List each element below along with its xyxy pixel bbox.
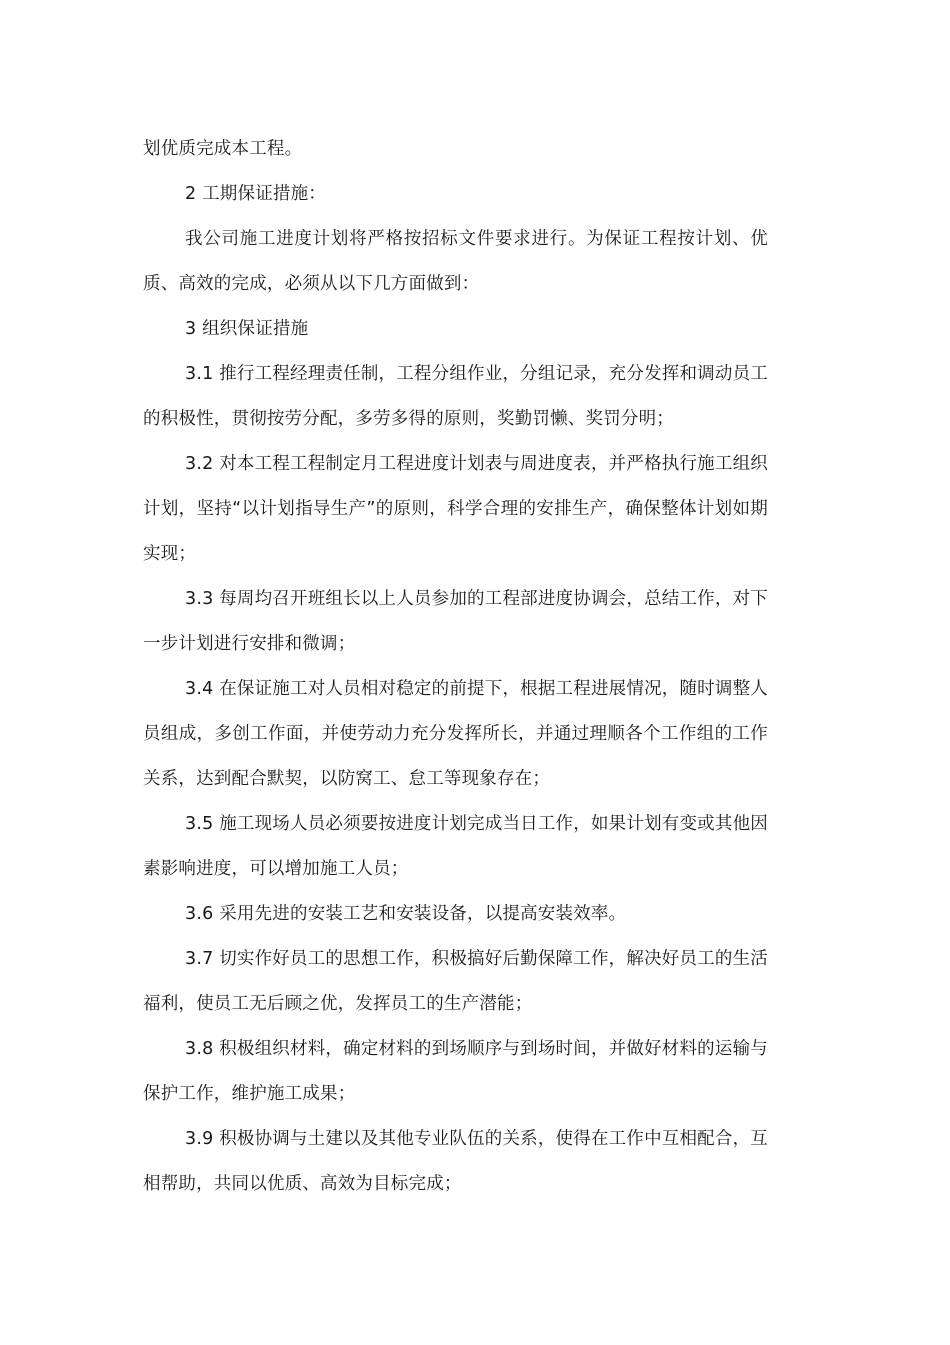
heading-schedule-guarantee: 2 工期保证措施： [185,184,326,204]
list-item-3-7: 3.7 切实作好员工的思想工作，积极搞好后勤保障工作，解决好员工的生活福利，使员工无后顾之优，发挥员工的生产潜能； [143,949,768,1014]
list-item-3-5: 3.5 施工现场人员必须要按进度计划完成当日工作，如果计划有变或其他因素影响进度，可以增加施工人员； [143,814,768,879]
list-item-3-8: 3.8 积极组织材料，确定材料的到场顺序与到场时间，并做好材料的运输与保护工作，维护施工成果； [143,1039,768,1104]
paragraph-intro: 我公司施工进度计划将严格按招标文件要求进行。为保证工程按计划、优质、高效的完成，必须从以下几方面做到： [143,229,768,294]
list-item-3-1: 3.1 推行工程经理责任制，工程分组作业，分组记录，充分发挥和调动员工的积极性，贯彻按劳分配，多劳多得的原则，奖勤罚懒、奖罚分明； [143,364,768,429]
document-body [143,127,768,1207]
heading-organization-guarantee: 3 组织保证措施 [185,319,309,339]
list-item-3-3: 3.3 每周均召开班组长以上人员参加的工程部进度协调会，总结工作，对下一步计划进行安排和微调； [143,589,768,654]
list-item-3-6: 3.6 采用先进的安装工艺和安装设备，以提高安装效率。 [185,904,627,924]
list-item-3-4: 3.4 在保证施工对人员相对稳定的前提下，根据工程进展情况，随时调整人员组成，多创工作面，并使劳动力充分发挥所长，并通过理顺各个工作组的工作关系，达到配合默契，以防窝工、怠工等现象存在； [143,679,768,789]
list-item-3-2: 3.2 对本工程工程制定月工程进度计划表与周进度表，并严格执行施工组织计划，坚持“以计划指导生产”的原则，科学合理的安排生产，确保整体计划如期实现； [143,454,768,564]
list-item-3-9: 3.9 积极协调与土建以及其他专业队伍的关系，使得在工作中互相配合，互相帮助，共同以优质、高效为目标完成； [143,1129,768,1194]
paragraph-continuation: 划优质完成本工程。 [143,139,303,159]
